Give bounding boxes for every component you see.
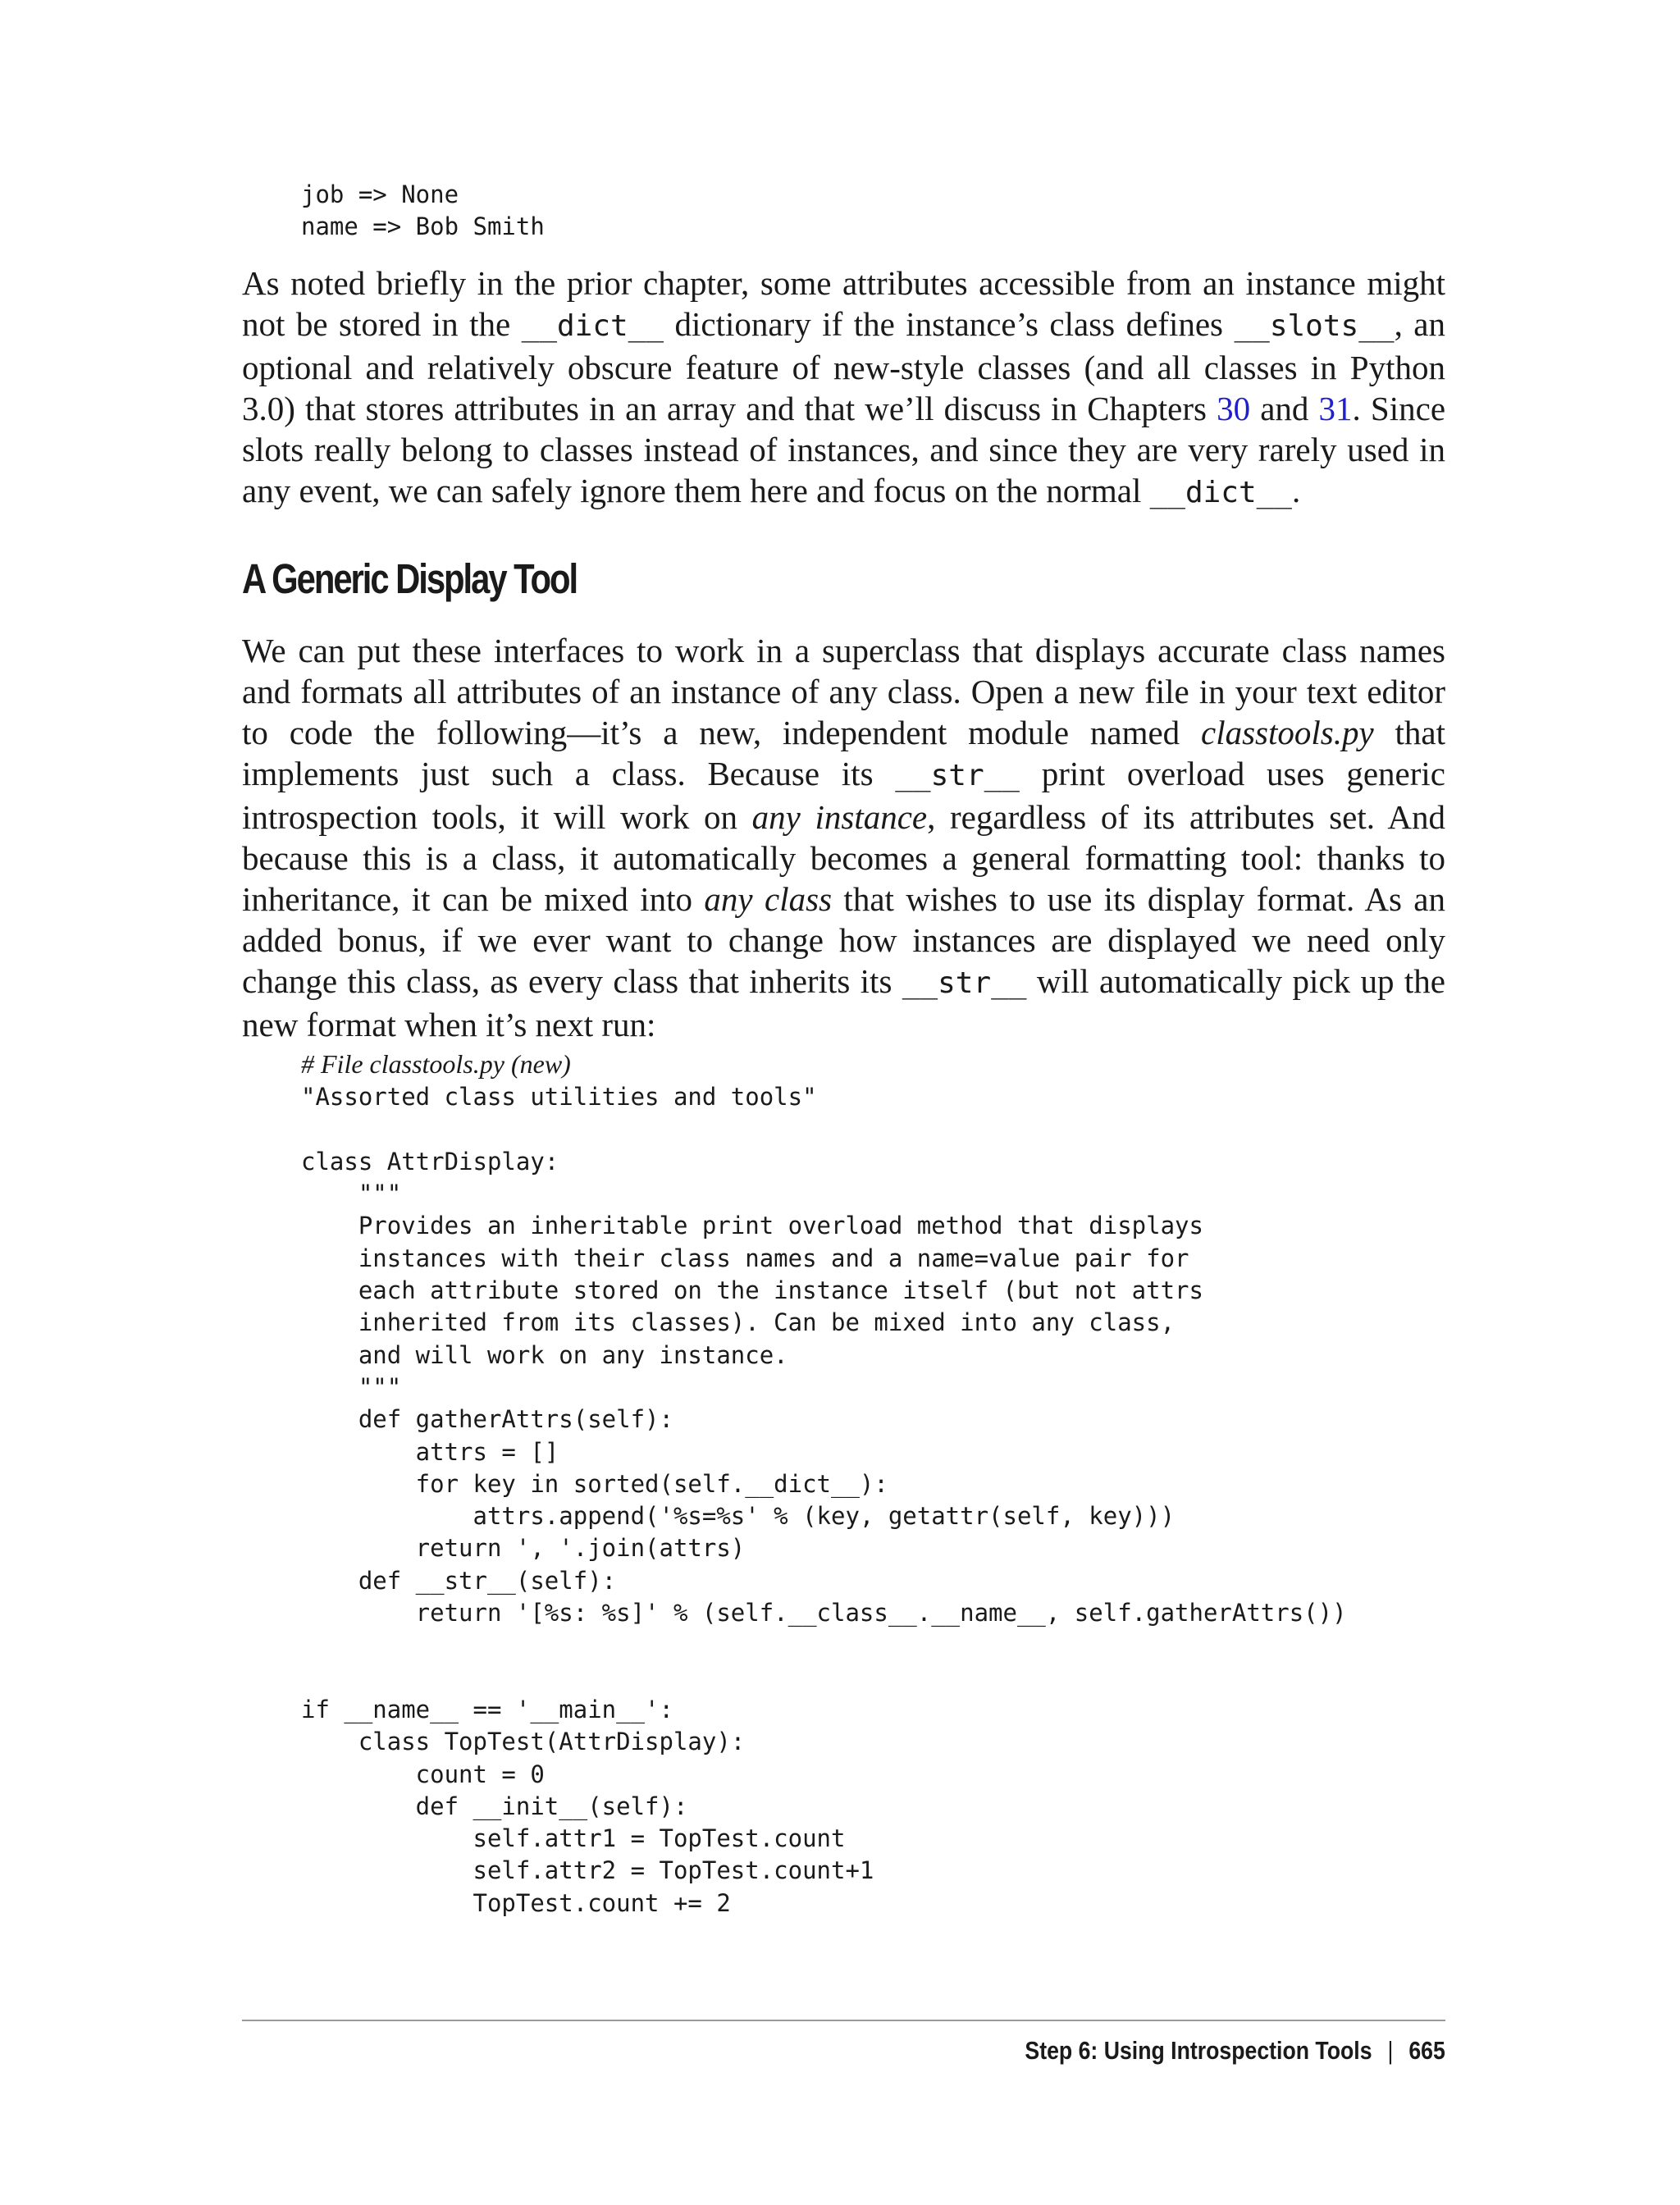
inline-code-slots: __slots__ <box>1234 309 1395 343</box>
footer-divider <box>242 2020 1445 2021</box>
text-run: that wishes to use its display format. As an added bonus, if we ever want to change how instances are displayed we need only change this class, as every class that inherits its <box>242 880 1445 1000</box>
chapter-link-30[interactable]: 30 <box>1217 390 1251 427</box>
emphasis-any-instance: any instance <box>751 798 928 836</box>
paragraph-display-tool <box>242 630 1445 1045</box>
text-run: that implements just such a class. Because its <box>242 714 1445 792</box>
text-run: , regardless of its attributes set. And because this is a class, it automatically becomes a general formatting tool: thanks to inheritance, it can be mixed into <box>242 798 1445 918</box>
text-run: . Since slots really belong to classes instead of instances, and since they are very rarely used in any event, we can safely ignore them here and focus on the normal <box>242 390 1446 509</box>
emphasis-filename: classtools.py <box>1201 714 1374 751</box>
code-listing-classtools <box>301 1048 1347 1920</box>
page-footer <box>1025 2036 1445 2066</box>
text-run: As noted briefly in the prior chapter, some attributes accessible from an instance might not be stored in the <box>242 264 1445 343</box>
text-run: dictionary if the instance’s class defines <box>664 305 1235 343</box>
paragraph-slots-note <box>242 262 1445 514</box>
emphasis-any-class: any class <box>704 880 833 918</box>
page-number: 665 <box>1408 2036 1445 2065</box>
section-heading: A Generic Display Tool <box>242 555 578 602</box>
code-output-block: job => None name => Bob Smith <box>301 180 545 241</box>
footer-separator: | <box>1387 2036 1394 2065</box>
text-run: and <box>1250 390 1319 427</box>
text-run: , an optional and relatively obscure feature of new-style classes (and all classes in Python 3.0) that stores attributes in an array and that we’ll discuss in Chapters <box>242 305 1445 427</box>
inline-code-str: __str__ <box>895 759 1020 792</box>
text-run: We can put these interfaces to work in a superclass that displays accurate class names and formats all attributes of an instance of any class. Open a new file in your text editor to code the following—it’s a new, independent module named <box>242 632 1445 751</box>
inline-code-dict: __dict__ <box>521 309 664 343</box>
chapter-link-31[interactable]: 31 <box>1318 390 1353 427</box>
text-run: will automatically pick up the new format when it’s next run: <box>242 962 1445 1043</box>
code-body: "Assorted class utilities and tools" class AttrDisplay: """ Provides an inheritable print overload method that displays instances with their class names and a name=value pair for each attribute stored on the instance itself (but not attrs inherited from its classes). Can be mixed into any class, and will work on any instance. """ def gatherAttrs(self): attrs = [] for key in sorted(self.__dict__): attrs.append('%s=%s' % (key, getattr(self, key))) return ', '.join(attrs) def __str__(self): return '[%s: %s]' % (self.__class__.__name__, self.gatherAttrs()) if __name__ == '__main__': class TopTest(AttrDisplay): count = 0 def __init__(self): self.attr1 = TopTest.count self.attr2 = TopTest.count+1 TopTest.count += 2 <box>301 1083 1347 1917</box>
footer-section-title: Step 6: Using Introspection Tools <box>1025 2036 1372 2065</box>
inline-code-dict: __dict__ <box>1149 476 1292 509</box>
text-run: . <box>1291 472 1301 509</box>
text-run: print overload uses generic introspection tools, it will work on <box>242 755 1445 836</box>
inline-code-str: __str__ <box>902 966 1027 1000</box>
code-comment: # File classtools.py (new) <box>301 1049 571 1079</box>
